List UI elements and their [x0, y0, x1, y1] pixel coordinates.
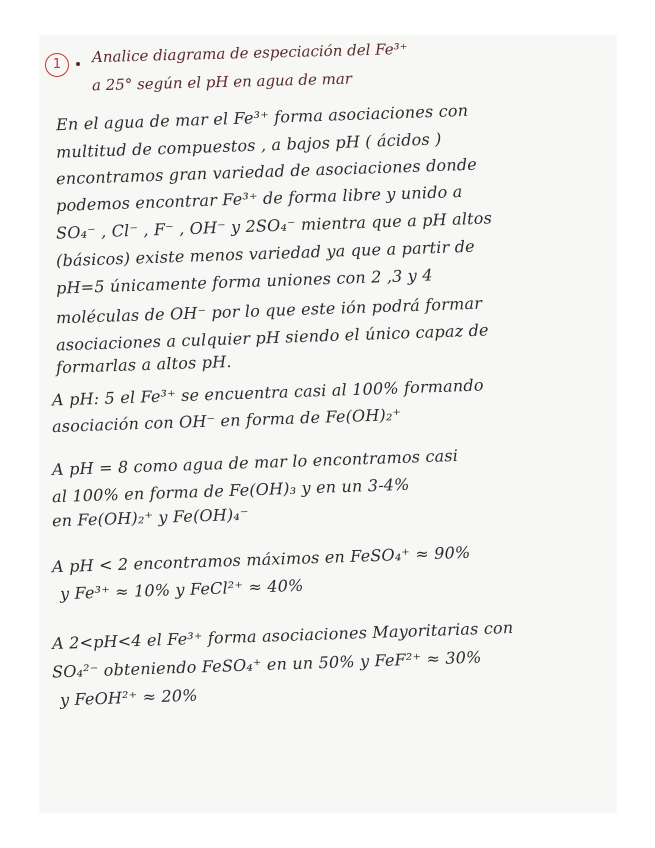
answer-line: A 2<pH<4 el Fe³⁺ forma asociaciones Mayoritarias con: [51, 617, 514, 654]
answer-line: y FeOH²⁺ ≈ 20%: [59, 685, 198, 710]
answer-line: en Fe(OH)₂⁺ y Fe(OH)₄⁻: [51, 504, 249, 531]
answer-line: En el agua de mar el Fe³⁺ forma asociaciones con: [55, 100, 469, 135]
answer-line: encontramos gran variedad de asociaciones donde: [55, 154, 478, 189]
answer-line: podemos encontrar Fe³⁺ de forma libre y unido a: [55, 181, 463, 216]
answer-line: (básicos) existe menos variedad ya que a partir de: [55, 236, 476, 271]
answer-line: A pH = 8 como agua de mar lo encontramos casi: [51, 445, 459, 480]
answer-line: al 100% en forma de Fe(OH)₃ y en un 3-4%: [51, 474, 410, 507]
answer-line: moléculas de OH⁻ por lo que este ión podrá formar: [55, 293, 483, 328]
answer-line: y Fe³⁺ ≈ 10% y FeCl²⁺ ≈ 40%: [59, 575, 304, 604]
question-number: 1: [45, 53, 69, 77]
answer-line: formarlas a altos pH.: [55, 351, 232, 378]
question-line-1: Analice diagrama de especiación del Fe³⁺: [91, 39, 408, 67]
bullet-icon: [76, 62, 80, 66]
answer-line: asociación con OH⁻ en forma de Fe(OH)₂⁺: [51, 404, 402, 437]
answer-line: A pH < 2 encontramos máximos en FeSO₄⁺ ≈ 90%: [51, 542, 471, 577]
answer-line: A pH: 5 el Fe³⁺ se encuentra casi al 100% formando: [51, 375, 484, 410]
answer-line: SO₄⁻ , Cl⁻ , F⁻ , OH⁻ y 2SO₄⁻ mientra que a pH altos: [55, 208, 493, 243]
question-line-2: a 25° según el pH en agua de mar: [91, 69, 353, 95]
answer-line: multitud de compuestos , a bajos pH ( ácidos ): [55, 129, 442, 162]
answer-line: pH=5 únicamente forma uniones con 2 ,3 y 4: [55, 265, 433, 298]
answer-line: SO₄²⁻ obteniendo FeSO₄⁺ en un 50% y FeF²⁺ ≈ 30%: [51, 647, 482, 682]
answer-line: asociaciones a culquier pH siendo el único capaz de: [55, 320, 489, 355]
